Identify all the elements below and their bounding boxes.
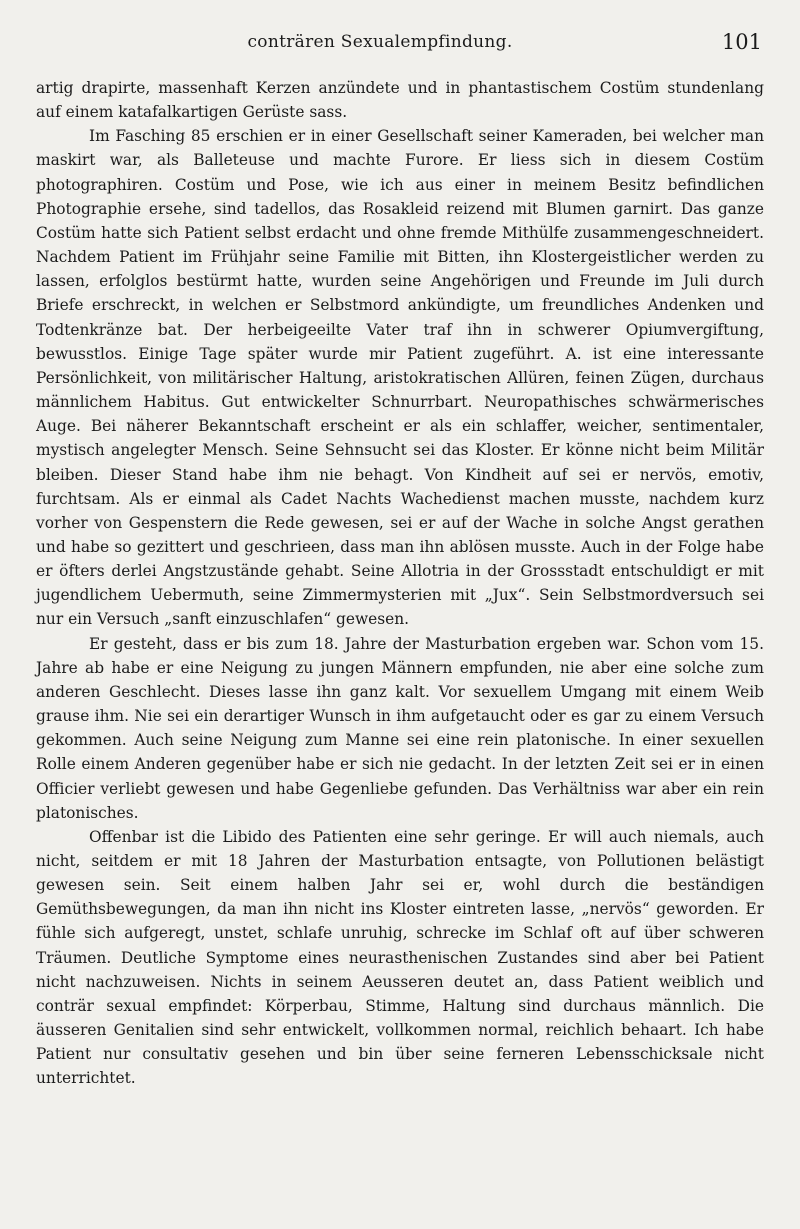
paragraph: Offenbar ist die Libido des Patienten eine sehr geringe. Er will auch niemals, auch nicht, seitdem er mit 18 Jahren der Masturbation entsagte, von Pollutionen belästigt gewesen sein. Seit einem halben Jahr sei er, wohl durch die beständigen Gemüthsbewegungen, da man ihn nicht ins Kloster eintreten lasse, „nervös“ geworden. Er fühle sich aufgeregt, unstet, schlafe unruhig, schrecke im Schlaf oft auf über schweren Träumen. Deutliche Symptome eines neurasthenischen Zustandes sind aber bei Patient nicht nachzuweisen. Nichts in seinem Aeusseren deutet an, dass Patient weiblich und conträr sexual empfindet: Körperbau, Stimme, Haltung sind durchaus männlich. Die äusseren Genitalien sind sehr entwickelt, vollkommen normal, reichlich behaart. Ich habe Patient nur consultativ gesehen und bin über seine ferneren Lebensschicksale nicht unterrichtet. [36,827,764,1088]
paragraph: Er gesteht, dass er bis zum 18. Jahre der Masturbation ergeben war. Schon vom 15. Jahre ab habe er eine Neigung zu jungen Männern empfunden, nie aber eine solche zum anderen Geschlecht. Dieses lasse ihn ganz kalt. Vor sexuellem Umgang mit einem Weib grause ihm. Nie sei ein derartiger Wunsch in ihm aufgetaucht oder es gar zu einem Versuch gekommen. Auch seine Neigung zum Manne sei eine rein platonische. In einer sexuellen Rolle einem Anderen gegenüber habe er sich nie gedacht. In der letzten Zeit sei er in einen Officier verliebt gewesen und habe Gegenliebe gefunden. Das Verhältniss war aber ein rein platonisches. [36,634,764,822]
body-text [36,76,764,1091]
page-header [36,32,764,62]
paragraph-continuation: artig drapirte, massenhaft Kerzen anzündete und in phantastischem Costüm stundenlang auf einem katafalkartigen Gerüste sass. [36,79,764,122]
paragraph: Im Fasching 85 erschien er in einer Gesellschaft seiner Kameraden, bei welcher man maskirt war, als Balleteuse und machte Furore. Er liess sich in diesem Costüm photographiren. Costüm und Pose, wie ich aus einer in meinem Besitz befindlichen Photographie ersehe, sind tadellos, das Rosakleid reizend mit Blumen garnirt. Das ganze Costüm hatte sich Patient selbst erdacht und ohne fremde Mithülfe zusammengeschneidert. Nachdem Patient im Frühjahr seine Familie mit Bitten, ihn Klostergeistlicher werden zu lassen, erfolglos bestürmt hatte, wurden seine Angehörigen und Freunde im Juli durch Briefe erschreckt, in welchen er Selbstmord ankündigte, um freundliches Andenken und Todtenkränze bat. Der herbeigeeilte Vater traf ihn in schwerer Opiumvergiftung, bewusstlos. Einige Tage später wurde mir Patient zugeführt. A. ist eine interessante Persönlichkeit, von militärischer Haltung, aristokratischen Allüren, feinen Zügen, durchaus männlichem Habitus. Gut entwickelter Schnurrbart. Neuropathisches schwärmerisches Auge. Bei näherer Bekanntschaft erscheint er als ein schlaffer, weicher, sentimentaler, mystisch angelegter Mensch. Seine Sehnsucht sei das Kloster. Er könne nicht beim Militär bleiben. Dieser Stand habe ihm nie behagt. Von Kindheit auf sei er nervös, emotiv, furchtsam. Als er einmal als Cadet Nachts Wachedienst machen musste, nachdem kurz vorher von Gespenstern die Rede gewesen, sei er auf der Wache in solche Angst gerathen und habe so gezittert und geschrieen, dass man ihn ablösen musste. Auch in der Folge habe er öfters derlei Angstzustände gehabt. Seine Allotria in der Grossstadt entschuldigt er mit jugendlichem Uebermuth, seine Zimmermysterien mit „Jux“. Sein Selbstmordversuch sei nur ein Versuch „sanft einzuschlafen“ gewesen. [36,127,764,629]
running-title: conträren Sexualempfindung. [247,32,513,52]
page-number: 101 [721,30,762,54]
